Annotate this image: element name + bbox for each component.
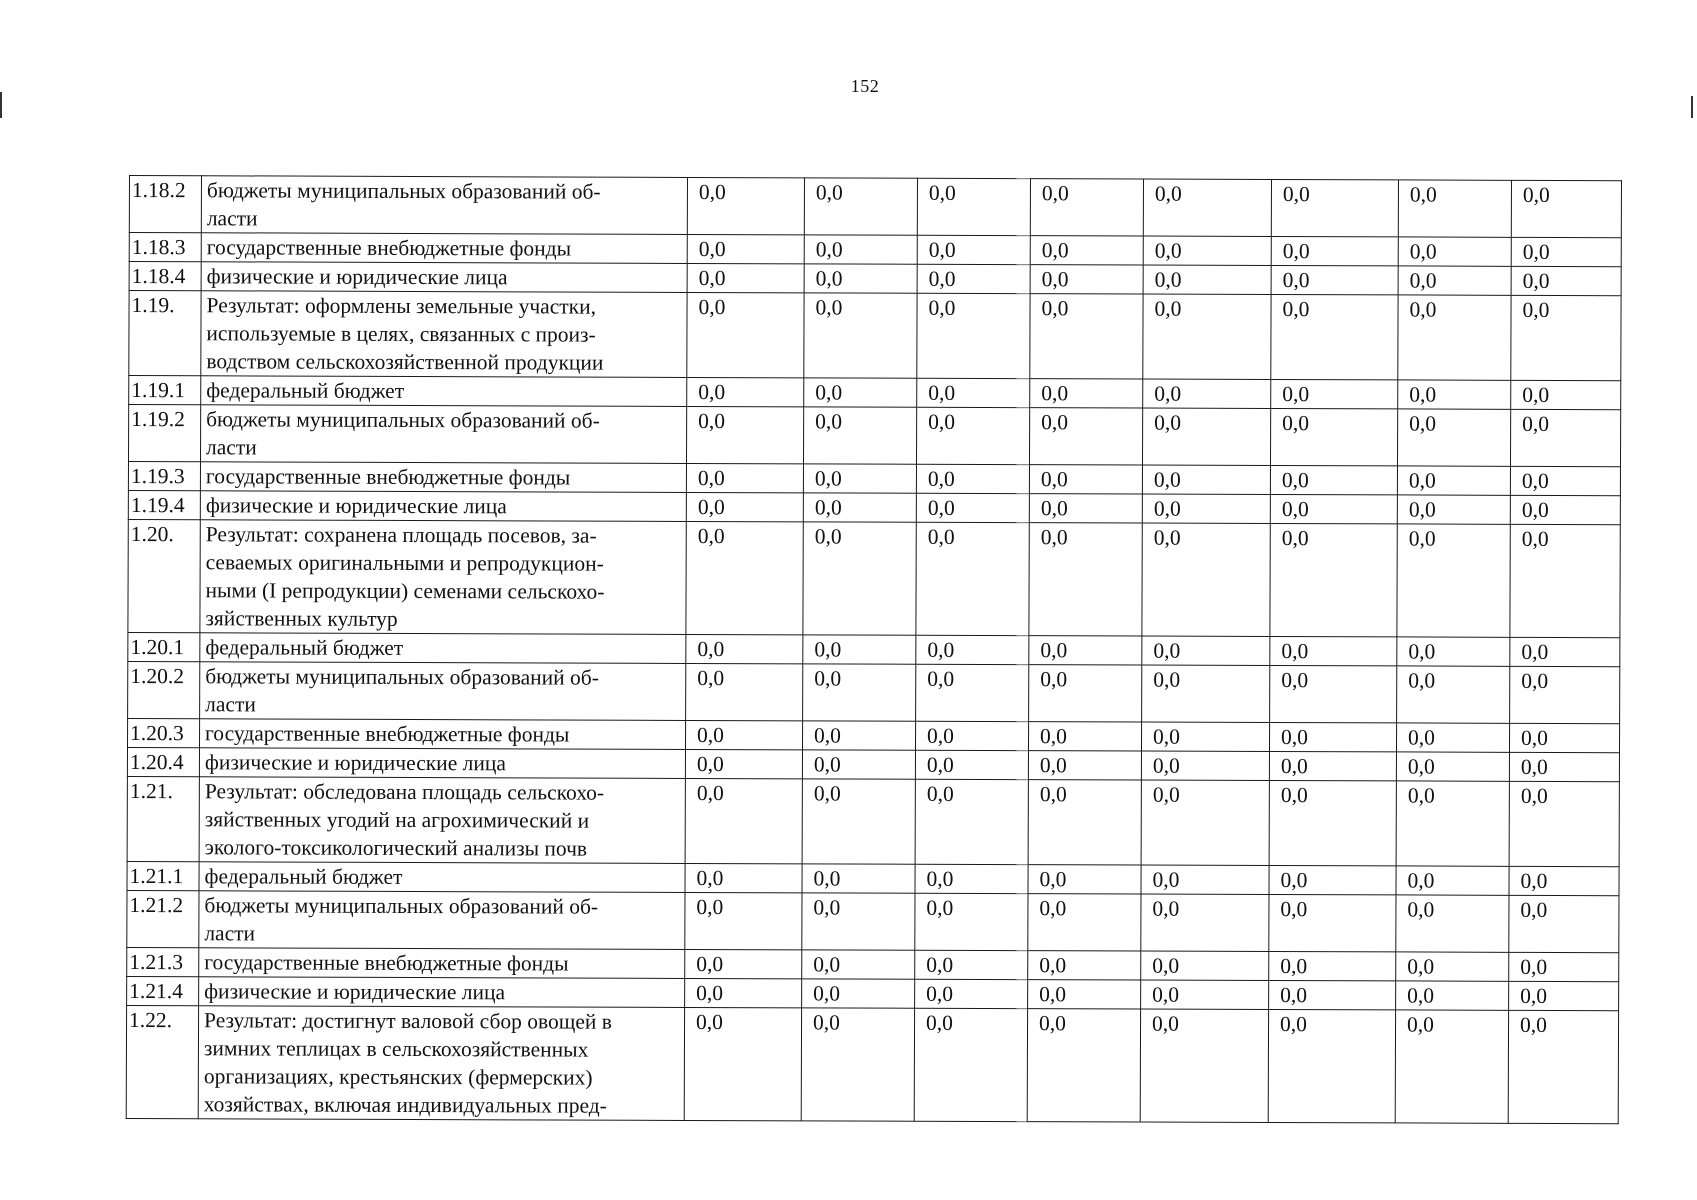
value-cell-5: 0,0 (1143, 265, 1271, 294)
table-row (128, 661, 1620, 723)
value-cell-4: 0,0 (1030, 179, 1143, 236)
row-description: физические и юридические лица (199, 748, 685, 779)
value-cell-1: 0,0 (685, 978, 802, 1007)
table-row (127, 947, 1619, 981)
value-cell-5: 0,0 (1141, 980, 1269, 1009)
value-cell-3: 0,0 (917, 378, 1030, 407)
row-number: 1.21.3 (127, 947, 199, 976)
value-cell-7: 0,0 (1396, 752, 1509, 781)
row-description: Результат: оформлены земельные участки, используемые в целях, связанных с произ- водством сельскохозяйственной продукции (201, 291, 687, 378)
value-cell-2: 0,0 (803, 635, 916, 664)
table-row (129, 176, 1621, 238)
value-cell-7: 0,0 (1397, 495, 1510, 524)
value-cell-3: 0,0 (914, 1008, 1027, 1121)
scan-edge-mark-left (0, 92, 2, 118)
value-cell-7: 0,0 (1398, 266, 1511, 295)
value-cell-6: 0,0 (1269, 894, 1396, 951)
table-row (128, 519, 1620, 637)
value-cell-8: 0,0 (1509, 723, 1619, 752)
value-cell-7: 0,0 (1396, 866, 1509, 895)
value-cell-4: 0,0 (1029, 523, 1142, 636)
value-cell-4: 0,0 (1030, 294, 1143, 379)
row-number: 1.18.3 (129, 233, 201, 262)
row-description: бюджеты муниципальных образований об- ласти (200, 662, 686, 721)
value-cell-7: 0,0 (1395, 1010, 1508, 1123)
row-number: 1.21.4 (127, 976, 199, 1005)
value-cell-2: 0,0 (803, 464, 916, 493)
value-cell-7: 0,0 (1397, 666, 1510, 723)
value-cell-4: 0,0 (1029, 494, 1142, 523)
table-row (128, 405, 1620, 467)
value-cell-3: 0,0 (915, 950, 1028, 979)
value-cell-7: 0,0 (1398, 380, 1511, 409)
row-number: 1.21.1 (127, 861, 199, 890)
value-cell-5: 0,0 (1141, 894, 1269, 951)
table-row (129, 291, 1621, 381)
value-cell-4: 0,0 (1029, 465, 1142, 494)
value-cell-4: 0,0 (1029, 636, 1142, 665)
row-number: 1.19.3 (128, 462, 200, 491)
value-cell-2: 0,0 (802, 950, 915, 979)
value-cell-3: 0,0 (917, 178, 1030, 235)
value-cell-4: 0,0 (1027, 1009, 1140, 1122)
value-cell-1: 0,0 (687, 177, 804, 234)
value-cell-8: 0,0 (1511, 295, 1621, 380)
table-row (129, 233, 1621, 267)
value-cell-6: 0,0 (1270, 465, 1397, 494)
value-cell-7: 0,0 (1398, 180, 1511, 237)
value-cell-5: 0,0 (1142, 523, 1270, 636)
value-cell-3: 0,0 (915, 750, 1028, 779)
row-description: федеральный бюджет (200, 633, 686, 664)
value-cell-1: 0,0 (686, 492, 803, 521)
row-number: 1.20.1 (128, 632, 200, 661)
value-cell-7: 0,0 (1396, 895, 1509, 952)
value-cell-7: 0,0 (1397, 466, 1510, 495)
table-row (128, 462, 1620, 496)
value-cell-6: 0,0 (1269, 722, 1396, 751)
value-cell-1: 0,0 (686, 521, 803, 634)
value-cell-4: 0,0 (1028, 894, 1141, 951)
row-number: 1.22. (126, 1005, 198, 1118)
value-cell-7: 0,0 (1396, 952, 1509, 981)
value-cell-7: 0,0 (1396, 723, 1509, 752)
value-cell-4: 0,0 (1030, 236, 1143, 265)
value-cell-5: 0,0 (1141, 780, 1269, 865)
value-cell-1: 0,0 (686, 463, 803, 492)
value-cell-2: 0,0 (804, 378, 917, 407)
table-row (129, 376, 1621, 410)
value-cell-1: 0,0 (685, 949, 802, 978)
row-description: Результат: сохранена площадь посевов, за- севаемых оригинальными и репродукцион- ными (I репродукции) семенами сельскохо- зяйственных культур (200, 520, 686, 635)
value-cell-7: 0,0 (1398, 237, 1511, 266)
value-cell-1: 0,0 (687, 292, 804, 377)
value-cell-2: 0,0 (802, 750, 915, 779)
value-cell-2: 0,0 (803, 522, 916, 635)
value-cell-4: 0,0 (1028, 980, 1141, 1009)
value-cell-7: 0,0 (1398, 295, 1511, 380)
row-description: физические и юридические лица (199, 977, 685, 1008)
value-cell-3: 0,0 (915, 779, 1028, 864)
value-cell-3: 0,0 (916, 664, 1029, 721)
value-cell-7: 0,0 (1396, 981, 1509, 1010)
value-cell-7: 0,0 (1397, 637, 1510, 666)
value-cell-8: 0,0 (1508, 1010, 1618, 1123)
table-row (127, 890, 1619, 952)
value-cell-8: 0,0 (1510, 666, 1620, 723)
table-body (126, 176, 1621, 1124)
value-cell-8: 0,0 (1509, 781, 1619, 866)
value-cell-5: 0,0 (1142, 408, 1270, 465)
value-cell-8: 0,0 (1511, 237, 1621, 266)
row-description: бюджеты муниципальных образований об- ласти (200, 405, 686, 464)
row-description: государственные внебюджетные фонды (199, 948, 685, 979)
value-cell-4: 0,0 (1028, 722, 1141, 751)
value-cell-3: 0,0 (917, 235, 1030, 264)
value-cell-6: 0,0 (1269, 751, 1396, 780)
value-cell-3: 0,0 (917, 293, 1030, 378)
row-description: Результат: обследована площадь сельскохо- зяйственных угодий на агрохимический и эколого-токсикологический анализы почв (199, 777, 685, 864)
page-number: 152 (850, 76, 880, 96)
value-cell-3: 0,0 (916, 493, 1029, 522)
value-cell-5: 0,0 (1141, 865, 1269, 894)
table-row (127, 861, 1619, 895)
value-cell-8: 0,0 (1511, 180, 1621, 237)
value-cell-3: 0,0 (916, 407, 1029, 464)
value-cell-5: 0,0 (1142, 636, 1270, 665)
funding-table (126, 175, 1622, 1124)
value-cell-7: 0,0 (1396, 781, 1509, 866)
value-cell-3: 0,0 (915, 979, 1028, 1008)
row-description: физические и юридические лица (201, 262, 687, 293)
value-cell-2: 0,0 (804, 293, 917, 378)
value-cell-4: 0,0 (1028, 751, 1141, 780)
value-cell-3: 0,0 (916, 635, 1029, 664)
value-cell-2: 0,0 (803, 407, 916, 464)
value-cell-6: 0,0 (1270, 636, 1397, 665)
value-cell-8: 0,0 (1510, 495, 1620, 524)
value-cell-6: 0,0 (1270, 494, 1397, 523)
value-cell-4: 0,0 (1029, 408, 1142, 465)
value-cell-2: 0,0 (804, 235, 917, 264)
value-cell-5: 0,0 (1143, 294, 1271, 379)
value-cell-1: 0,0 (686, 663, 803, 720)
row-number: 1.20. (128, 519, 200, 632)
value-cell-5: 0,0 (1143, 179, 1271, 236)
value-cell-2: 0,0 (803, 664, 916, 721)
row-description: бюджеты муниципальных образований об- ласти (201, 176, 687, 235)
value-cell-5: 0,0 (1143, 236, 1271, 265)
value-cell-5: 0,0 (1142, 665, 1270, 722)
value-cell-2: 0,0 (802, 979, 915, 1008)
value-cell-2: 0,0 (802, 893, 915, 950)
value-cell-1: 0,0 (687, 377, 804, 406)
row-number: 1.19.4 (128, 490, 200, 519)
row-description: федеральный бюджет (201, 376, 687, 407)
value-cell-8: 0,0 (1509, 752, 1619, 781)
value-cell-1: 0,0 (685, 749, 802, 778)
value-cell-8: 0,0 (1509, 895, 1619, 952)
row-number: 1.19.2 (128, 405, 200, 462)
value-cell-1: 0,0 (685, 892, 802, 949)
table-row (127, 976, 1619, 1010)
value-cell-3: 0,0 (915, 864, 1028, 893)
value-cell-6: 0,0 (1270, 408, 1397, 465)
value-cell-8: 0,0 (1510, 637, 1620, 666)
value-cell-6: 0,0 (1269, 951, 1396, 980)
row-number: 1.18.2 (129, 176, 201, 233)
value-cell-1: 0,0 (685, 720, 802, 749)
table-row (126, 1005, 1618, 1123)
value-cell-8: 0,0 (1510, 409, 1620, 466)
value-cell-6: 0,0 (1270, 523, 1397, 636)
value-cell-8: 0,0 (1509, 981, 1619, 1010)
table-row (127, 747, 1619, 781)
value-cell-4: 0,0 (1028, 951, 1141, 980)
value-cell-6: 0,0 (1271, 294, 1398, 379)
value-cell-5: 0,0 (1141, 951, 1269, 980)
value-cell-8: 0,0 (1509, 866, 1619, 895)
row-number: 1.20.4 (127, 747, 199, 776)
table-row (128, 632, 1620, 666)
row-number: 1.20.3 (128, 718, 200, 747)
value-cell-6: 0,0 (1270, 665, 1397, 722)
value-cell-2: 0,0 (804, 178, 917, 235)
value-cell-4: 0,0 (1030, 265, 1143, 294)
table-row (128, 718, 1620, 752)
value-cell-5: 0,0 (1143, 379, 1271, 408)
row-description: бюджеты муниципальных образований об- ласти (199, 891, 685, 950)
value-cell-6: 0,0 (1271, 179, 1398, 236)
value-cell-8: 0,0 (1509, 952, 1619, 981)
value-cell-5: 0,0 (1140, 1009, 1268, 1122)
table-row (129, 262, 1621, 296)
value-cell-4: 0,0 (1028, 865, 1141, 894)
value-cell-2: 0,0 (804, 264, 917, 293)
value-cell-6: 0,0 (1271, 265, 1398, 294)
value-cell-8: 0,0 (1510, 466, 1620, 495)
row-description: государственные внебюджетные фонды (200, 719, 686, 750)
value-cell-1: 0,0 (684, 1007, 801, 1120)
row-number: 1.20.2 (128, 661, 200, 718)
value-cell-2: 0,0 (801, 1008, 914, 1121)
table-row (127, 776, 1619, 866)
row-description: государственные внебюджетные фонды (200, 462, 686, 493)
value-cell-5: 0,0 (1142, 465, 1270, 494)
table-row (128, 490, 1620, 524)
value-cell-1: 0,0 (685, 863, 802, 892)
scan-edge-mark-right (1691, 96, 1693, 118)
row-description: физические и юридические лица (200, 491, 686, 522)
value-cell-6: 0,0 (1269, 980, 1396, 1009)
row-description: государственные внебюджетные фонды (201, 233, 687, 264)
value-cell-7: 0,0 (1397, 409, 1510, 466)
value-cell-5: 0,0 (1141, 751, 1269, 780)
row-number: 1.19. (129, 291, 201, 376)
value-cell-3: 0,0 (917, 264, 1030, 293)
value-cell-2: 0,0 (803, 493, 916, 522)
value-cell-1: 0,0 (686, 634, 803, 663)
value-cell-6: 0,0 (1269, 865, 1396, 894)
value-cell-4: 0,0 (1030, 379, 1143, 408)
value-cell-8: 0,0 (1511, 266, 1621, 295)
row-number: 1.21.2 (127, 890, 199, 947)
value-cell-3: 0,0 (915, 893, 1028, 950)
value-cell-5: 0,0 (1142, 494, 1270, 523)
row-number: 1.21. (127, 776, 199, 861)
value-cell-1: 0,0 (686, 406, 803, 463)
value-cell-4: 0,0 (1029, 665, 1142, 722)
value-cell-6: 0,0 (1271, 236, 1398, 265)
value-cell-6: 0,0 (1271, 379, 1398, 408)
value-cell-2: 0,0 (802, 721, 915, 750)
value-cell-8: 0,0 (1511, 380, 1621, 409)
value-cell-6: 0,0 (1269, 780, 1396, 865)
value-cell-2: 0,0 (802, 864, 915, 893)
value-cell-8: 0,0 (1510, 524, 1620, 637)
value-cell-3: 0,0 (915, 721, 1028, 750)
row-number: 1.18.4 (129, 262, 201, 291)
row-number: 1.19.1 (129, 376, 201, 405)
value-cell-2: 0,0 (802, 779, 915, 864)
value-cell-3: 0,0 (916, 522, 1029, 635)
value-cell-1: 0,0 (685, 778, 802, 863)
value-cell-4: 0,0 (1028, 780, 1141, 865)
value-cell-6: 0,0 (1268, 1009, 1395, 1122)
value-cell-1: 0,0 (687, 263, 804, 292)
value-cell-1: 0,0 (687, 234, 804, 263)
row-description: Результат: достигнут валовой сбор овощей в зимних теплицах в сельскохозяйственных организациях, крестьянских (фермерских) хозяйствах, включая индивидуальных пред- (198, 1006, 684, 1121)
value-cell-3: 0,0 (916, 464, 1029, 493)
row-description: федеральный бюджет (199, 862, 685, 893)
value-cell-5: 0,0 (1141, 722, 1269, 751)
value-cell-7: 0,0 (1397, 524, 1510, 637)
